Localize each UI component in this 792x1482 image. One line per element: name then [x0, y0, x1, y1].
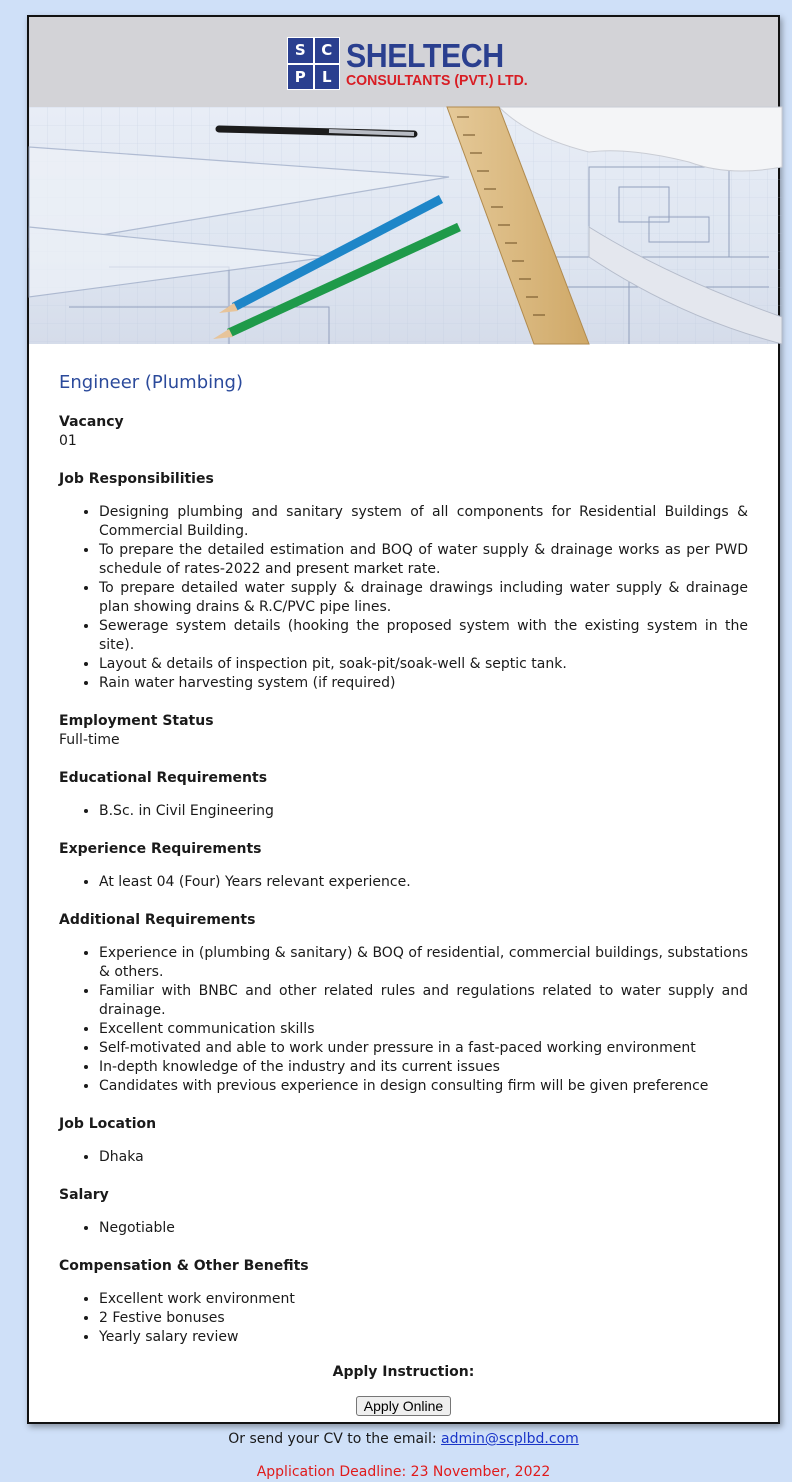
logo-name: SHELTECH: [346, 37, 504, 74]
list-item: • Layout & details of inspection pit, soak-pit/soak-well & septic tank.: [99, 655, 748, 674]
email-line: [59, 1430, 748, 1449]
logo-text: [346, 39, 539, 88]
list-item: • Excellent communication skills: [99, 1020, 748, 1039]
header: [29, 17, 778, 107]
list-item: • To prepare detailed water supply & drainage drawings including water supply & drainage plan showing drains & R.C/PVC pipe lines.: [99, 579, 748, 617]
experience-list: [99, 873, 748, 892]
list-item: • Self-motivated and able to work under pressure in a fast-paced working environment: [99, 1039, 748, 1058]
email-link[interactable]: admin@scplbd.com: [441, 1431, 579, 1447]
responsibilities-list: [99, 503, 748, 693]
experience-heading: Experience Requirements: [59, 841, 262, 857]
list-item: • In-depth knowledge of the industry and its current issues: [99, 1058, 748, 1077]
company-logo: [287, 37, 539, 90]
banner-image: [29, 107, 778, 344]
logo-subtitle: CONSULTANTS (PVT.) LTD.: [346, 72, 528, 89]
list-item: • Candidates with previous experience in design consulting firm will be given preference: [99, 1077, 748, 1096]
job-content: [29, 344, 778, 1482]
education-list: [99, 802, 748, 821]
logo-mark: [287, 37, 340, 90]
location-heading: Job Location: [59, 1116, 157, 1132]
employment-value: Full-time: [59, 732, 120, 748]
apply-heading: Apply Instruction:: [332, 1364, 475, 1380]
application-deadline: Application Deadline: 23 November, 2022: [256, 1464, 551, 1480]
list-item: • Rain water harvesting system (if required): [99, 674, 748, 693]
logo-letter: P: [288, 65, 313, 90]
benefits-list: [99, 1290, 748, 1347]
vacancy-heading: Vacancy: [59, 414, 124, 430]
list-item: • B.Sc. in Civil Engineering: [99, 802, 748, 821]
employment-heading: Employment Status: [59, 713, 214, 729]
list-item: • Familiar with BNBC and other related rules and regulations related to water supply and drainage.: [99, 982, 748, 1020]
apply-online-button[interactable]: Apply Online: [356, 1396, 451, 1416]
list-item: • Sewerage system details (hooking the proposed system with the existing system in the site).: [99, 617, 748, 655]
job-post-card: [27, 15, 780, 1480]
list-item: • To prepare the detailed estimation and BOQ of water supply & drainage works as per PWD schedule of rates-2022 and present market rate.: [99, 541, 748, 579]
additional-list: [99, 944, 748, 1096]
list-item: • Experience in (plumbing & sanitary) & BOQ of residential, commercial buildings, substations & others.: [99, 944, 748, 982]
list-item: • Negotiable: [99, 1219, 748, 1238]
location-list: [99, 1148, 748, 1167]
list-item: • Designing plumbing and sanitary system of all components for Residential Buildings & Commercial Building.: [99, 503, 748, 541]
logo-letter: S: [288, 38, 313, 63]
list-item: • At least 04 (Four) Years relevant experience.: [99, 873, 748, 892]
job-title: Engineer (Plumbing): [59, 372, 243, 393]
logo-letter: L: [315, 65, 340, 90]
responsibilities-heading: Job Responsibilities: [59, 471, 214, 487]
apply-section: [59, 1363, 748, 1482]
logo-letter: C: [315, 38, 340, 63]
salary-heading: Salary: [59, 1187, 109, 1203]
education-heading: Educational Requirements: [59, 770, 268, 786]
blueprint-illustration: [29, 107, 782, 344]
salary-list: [99, 1219, 748, 1238]
list-item: • Dhaka: [99, 1148, 748, 1167]
vacancy-value: 01: [59, 433, 77, 449]
list-item: • 2 Festive bonuses: [99, 1309, 748, 1328]
list-item: • Excellent work environment: [99, 1290, 748, 1309]
email-prefix: Or send your CV to the email:: [228, 1431, 442, 1447]
list-item: • Yearly salary review: [99, 1328, 748, 1347]
additional-heading: Additional Requirements: [59, 912, 256, 928]
benefits-heading: Compensation & Other Benefits: [59, 1258, 309, 1274]
